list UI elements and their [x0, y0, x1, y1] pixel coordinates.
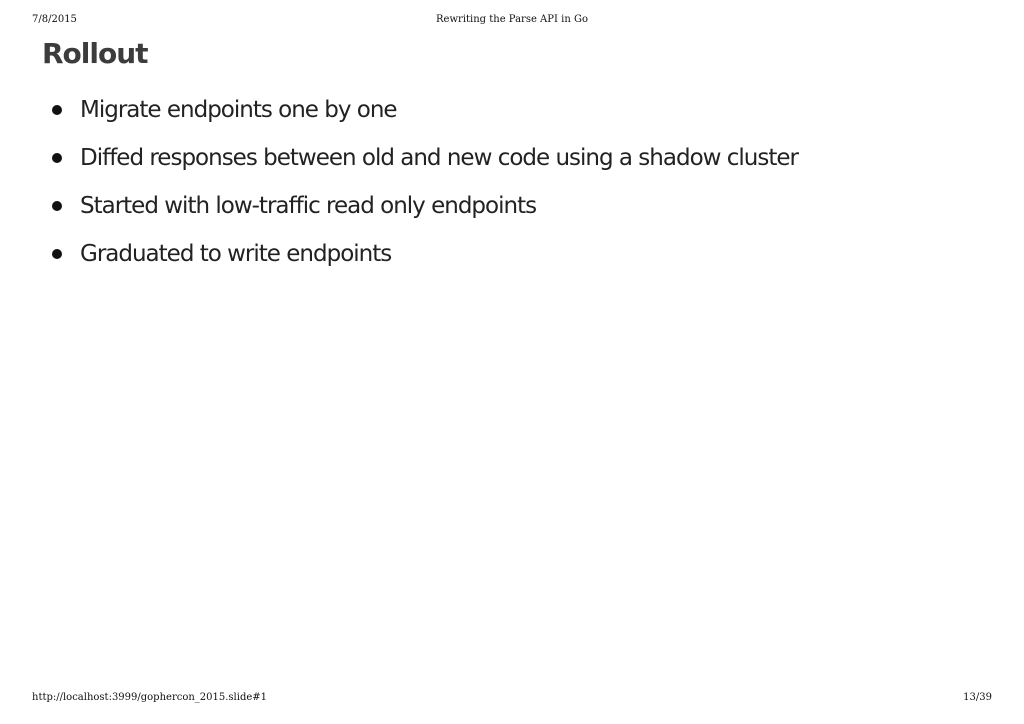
bullet-text: Diffed responses between old and new code using a shadow cluster — [80, 145, 798, 171]
print-footer — [0, 692, 1024, 708]
print-url: http://localhost:3999/gophercon_2015.slide#1 — [32, 692, 268, 703]
page-number: 13/39 — [963, 692, 992, 703]
bullet-icon — [52, 153, 62, 163]
slide-title: Rollout — [42, 37, 148, 70]
bullet-text: Started with low-traffic read only endpoints — [80, 193, 537, 219]
print-document-title: Rewriting the Parse API in Go — [436, 14, 588, 25]
print-date: 7/8/2015 — [32, 14, 77, 25]
bullet-text: Graduated to write endpoints — [80, 241, 392, 267]
bullet-text: Migrate endpoints one by one — [80, 97, 397, 123]
bullet-icon — [52, 249, 62, 259]
bullet-icon — [52, 201, 62, 211]
bullet-icon — [52, 105, 62, 115]
print-header — [0, 14, 1024, 30]
